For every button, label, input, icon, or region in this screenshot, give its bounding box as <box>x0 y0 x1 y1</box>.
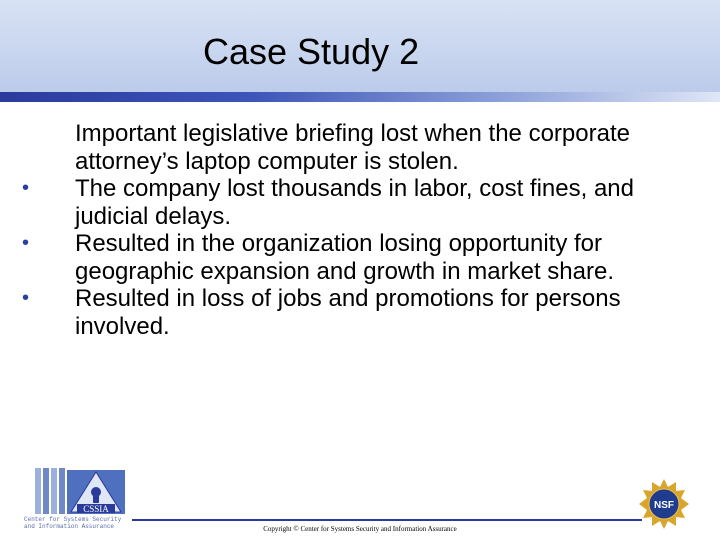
bullet-item <box>22 285 702 340</box>
bullet-marker: • <box>22 177 30 199</box>
bullet-item <box>22 230 702 285</box>
bullet-marker: • <box>22 232 30 254</box>
bullet-list <box>22 120 702 340</box>
copyright-text: Copyright © Center for Systems Security and Information Assurance <box>263 525 457 533</box>
bullet-text: Resulted in the organization losing opportunity for geographic expansion and growth in market share. <box>75 230 614 285</box>
header-divider <box>0 92 720 102</box>
bullet-item <box>22 120 702 175</box>
nsf-logo-text: NSF <box>654 500 674 511</box>
bullet-marker: • <box>22 287 30 309</box>
footer-rule <box>132 519 642 521</box>
bullet-text: Resulted in loss of jobs and promotions for persons involved. <box>75 285 621 340</box>
bullet-text: Important legislative briefing lost when the corporate attorney’s laptop computer is stolen. <box>75 120 630 175</box>
cssia-caption: Center for Systems Security and Information Assurance <box>24 516 122 530</box>
bullet-text: The company lost thousands in labor, cost fines, and judicial delays. <box>75 175 634 230</box>
cssia-logo-text: CSSIA <box>83 504 109 514</box>
slide-title: Case Study 2 <box>203 31 420 72</box>
bullet-item <box>22 175 702 230</box>
nsf-logo <box>638 478 690 530</box>
